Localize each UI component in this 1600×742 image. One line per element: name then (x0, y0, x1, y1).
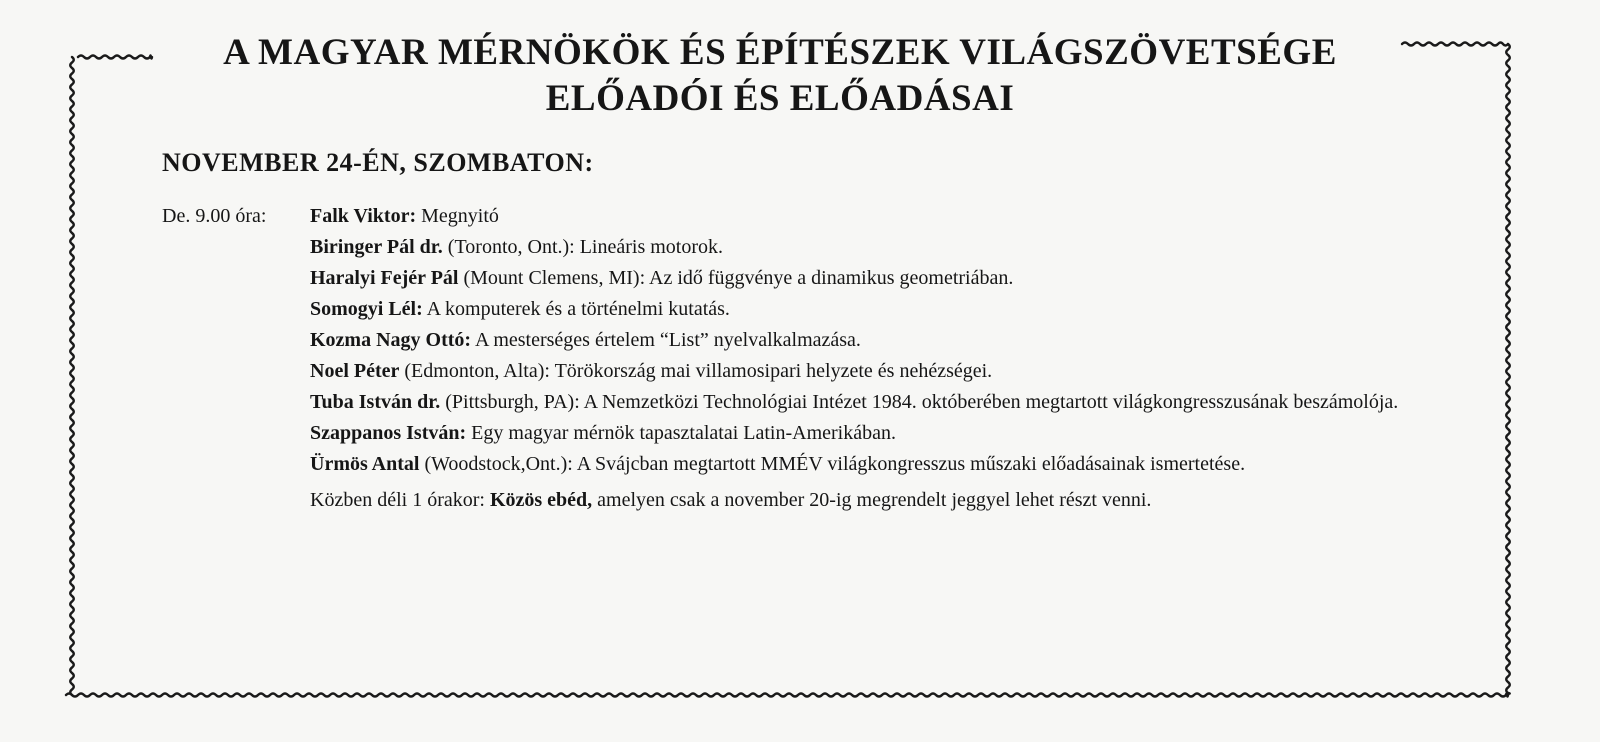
border-bottom-wave (66, 694, 1508, 697)
border-left-wave (70, 57, 74, 695)
speaker-name: Ürmös Antal (310, 453, 420, 475)
lecture-entry (310, 390, 1422, 414)
lecture-detail: (Pittsburgh, PA): A Nemzetközi Technológiai Intézet 1984. októberében megtartott világkongresszusának beszámolója. (440, 391, 1399, 413)
border-top-right-wave (1402, 43, 1508, 46)
lecture-entry (310, 421, 1422, 445)
speaker-name: Noel Péter (310, 360, 400, 382)
lecture-entry (310, 359, 1422, 383)
border-top-left-wave (78, 56, 152, 59)
lunch-note (310, 488, 1422, 512)
lecture-entry (310, 452, 1422, 476)
lecture-detail: Megnyitó (416, 205, 499, 227)
lecture-detail: (Woodstock,Ont.): A Svájcban megtartott MMÉV világkongresszus műszaki előadásainak ismertetése. (419, 453, 1246, 475)
lecture-detail: (Edmonton, Alta): Törökország mai villamosipari helyzete és nehézségei. (399, 360, 993, 382)
document-title (150, 30, 1410, 122)
lecture-detail: (Mount Clemens, MI): Az idő függvénye a dinamikus geometriában. (458, 267, 1014, 289)
lecture-entry (310, 297, 1422, 321)
speaker-name: Biringer Pál dr. (310, 236, 443, 258)
speaker-name: Szappanos István: (310, 422, 467, 444)
lecture-detail: A komputerek és a történelmi kutatás. (422, 298, 730, 320)
speaker-name: Tuba István dr. (310, 391, 441, 413)
border-right-wave (1506, 44, 1510, 695)
note-prefix: Közben déli 1 órakor: (310, 489, 490, 511)
lecture-entry (310, 266, 1422, 290)
speaker-name: Falk Viktor: (310, 205, 417, 227)
lecture-entry (310, 328, 1422, 352)
title-line-2: ELŐADÓI ÉS ELŐADÁSAI (545, 78, 1015, 119)
title-line-1: A MAGYAR MÉRNÖKÖK ÉS ÉPÍTÉSZEK VILÁGSZÖVETSÉGE (223, 32, 1337, 73)
lecture-detail: Egy magyar mérnök tapasztalatai Latin-Amerikában. (466, 422, 896, 444)
time-label: De. 9.00 óra: (162, 205, 267, 227)
lecture-detail: (Toronto, Ont.): Lineáris motorok. (442, 236, 724, 258)
lecture-list (310, 204, 1422, 519)
speaker-name: Somogyi Lél: (310, 298, 423, 320)
lecture-entry (310, 235, 1422, 259)
speaker-name: Kozma Nagy Ottó: (310, 329, 472, 351)
date-heading: NOVEMBER 24-ÉN, SZOMBATON: (162, 148, 594, 177)
lecture-detail: A mesterséges értelem “List” nyelvalkalmazása. (471, 329, 861, 351)
speaker-name: Haralyi Fejér Pál (310, 267, 459, 289)
note-bold: Közös ebéd, (489, 489, 593, 511)
note-suffix: amelyen csak a november 20-ig megrendelt jeggyel lehet részt venni. (592, 489, 1152, 511)
lecture-entry (310, 204, 1422, 228)
